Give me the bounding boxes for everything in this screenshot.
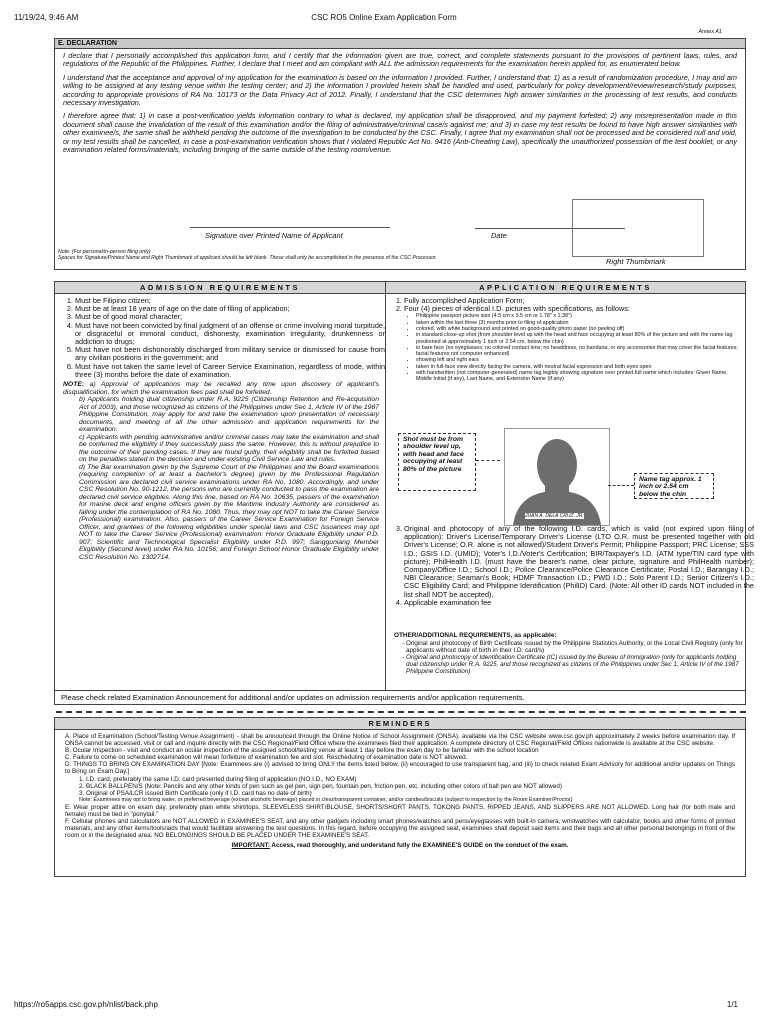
declaration-paragraph-1: I declare that I personally accomplished this application form, and I certify that the information given are true, correct, and complete statements pursuant to the provisions of pertinent laws, rules, and regulations of the Republic of the Philippines. Further, I declare that I meet and am compliant with ALL the admission requirements for the examination herein applied for, as enumerated below. [63, 51, 737, 69]
other-requirement: - Original and photocopy of Birth Certificate issued by the Philippine Statistics Authority, or the Local Civil Registry (only for applicants without date of birth in their I.D. card/s) [406, 640, 748, 654]
admission-item: 2. Must be at least 18 years of age on the date of filing of application; [75, 305, 385, 313]
thumbmark-label: Right Thumbmark [606, 257, 666, 266]
declaration-heading: E. DECLARATION [55, 39, 745, 49]
page-title: CSC RO5 Online Exam Application Form [311, 13, 457, 22]
declaration-note-1: Note: (For personal/in-person filing only) [58, 249, 151, 255]
nametag: JUAN A. DELA CRUZ, JR. [525, 513, 584, 519]
photo-spec: • taken in full-face view directly facing the camera, with neutral facial expression and both eyes open [416, 364, 739, 370]
reminder-f: F. Cellular phones and calculators are NOT ALLOWED in EXAMINEE'S SEAT, and any other gadgets including smart phones/watches and pens/eyeglasses with built-in camera, wristwatches with calculator, books and other forms of printed materials, and any other items/tools/aids that would facilitate answering the test questions. In this regard, before occupying the assigned seat, examinees shall deposit said items and their bags and all other personal belongings in front of the room or in the designated area. NO BELONGINGS SHOULD BE PLACED UNDER THE EXAMINEE'S SEAT. [65, 818, 735, 840]
annex-label: Annex A1 [698, 29, 722, 35]
date-label: Date [491, 231, 507, 240]
application-item-3: 3. Original and photocopy of any of the following I.D. cards, which is valid (not expired upon filing of application): Driver's License/Temporary Driver's License (LTO O.R. must be presented together with old Driver's License; O.R. alone is not allowed)/Student Driver's Permit; Philippine Passport; PRC License; SSS I.D.; GSIS I.D. (UMID); Voter's I.D./Voter's Certification; BIR/Taxpayer's I.D. (ATM type/TIN card type with picture); PhilHealth I.D. (must have the bearer's name, clear picture, signature and PhilHealth number); Company/Office I.D.; School I.D.; Police Clearance/Police Clearance Certificate; Postal I.D.; Barangay I.D.; NBI Clearance; Seaman's Book; HDMF Transaction I.D.; PWD I.D.; Solo Parent I.D.; Senior Citizen's I.D.; CSC Eligibility Card; and Philippine Identification (PhilID) Card. (Note: All other ID cards NOT included in the list shall NOT be accepted). [404, 525, 754, 599]
admission-note-a-row [55, 379, 385, 396]
application-list-continued [386, 525, 754, 607]
cut-line [56, 711, 746, 713]
page-number: 1/1 [726, 1000, 738, 1009]
reminders-heading: REMINDERS [55, 718, 745, 730]
declaration-section [54, 38, 746, 270]
signature-label: Signature over Printed Name of Applicant [205, 231, 343, 240]
reminder-e: E. Wear proper attire on exam day, preferably plain white shirt/tops. SLEEVELESS SHIRT/BLOUSE, SHORTS/SHORT PANTS, TOKONG PANTS, RIPPED JEANS, AND SLIPPERS ARE NOT ALLOWED. Long hair (for both male and female) must be tied in "ponytail." [65, 803, 735, 819]
photo-specs-list [386, 313, 745, 382]
admission-note-label: NOTE: [63, 381, 85, 389]
reminder-d1: 1. I.D. card, preferably the same I.D. card presented during filing of application (NO I.D., NO EXAM) [79, 775, 357, 783]
nametag-callout-pointer [608, 485, 634, 486]
reminder-d3: 3. Original of PSA/LCR issued Birth Certificate (only if I.D. card has no date of birth) [79, 789, 312, 797]
reminder-d2: 2. BLACK BALLPEN/S (Note: Pencils and any other kinds of pen such as gel pen, sign pen, fountain pen, friction pen, etc. including other colors of ball pen are NOT allowed) [79, 782, 562, 790]
admission-item: 5. Must have not been dishonorably discharged from military service or dismissed for cause from any civilian positions in the government; and [75, 346, 385, 362]
reminder-b: B. Ocular Inspection - visit and conduct an ocular inspection of the assigned school/testing venue at least 1 day before the exam day to be familiar with the school location [65, 747, 539, 755]
reminder-a: A. Place of Examination (School/Testing Venue Assignment) - shall be announced through the Online Notice of School Assignment (ONSA), available via the CSC website www.csc.gov.ph approximately 2 weeks before examination day. If ONSA cannot be accessed, visit or call and inquire directly with the CSC Regional/Field Office where the examinees filed their application. A complete directory of CSC Regional/Field Offices nationwide is available at the CSC website. [65, 733, 735, 748]
important-text: Access, read thoroughly, and understand fully the EXAMINEE'S GUIDE on the conduct of the exam. [271, 842, 569, 850]
declaration-paragraph-3: I therefore agree that: 1) in case a post-verification yields information contrary to what is declared, my application shall be disapproved, and my payment forfeited; 2) any misrepresentation made in this document shall cause the invalidation of the result of this examination and/or the filing of administrative/criminal case/s against me; and 3) in case my test results be found to have high answer similarities with other examinee/s, the same shall be withheld pending the outcome of the investigation to be conducted by the CSC. Finally, I agree that my examination shall not be processed and be considered null and void, or my test results shall be cancelled, in case a post-examination verification shows that I violated Republic Act No. 9416 (Anti-Cheating Law), specifically the unauthorized possession of the test booklet, or any examination related forms/materials, including bringing of the same outside of the testing room/venue. [63, 111, 737, 155]
admission-item: 6. Must have not taken the same level of Career Service Examination, regardless of mode, within three (3) months before the date of examination. [75, 363, 385, 379]
photo-spec: • showing left and right ears [416, 357, 739, 363]
admission-note-a: a) Approval of applications may be recalled any time upon discovery of applicant's disqualification, for which the examination fees paid shall be forfeited. [63, 381, 379, 396]
signature-line [190, 227, 390, 228]
other-requirements-heading: OTHER/ADDITIONAL REQUIREMENTS, as applicable: [394, 632, 557, 639]
admission-item: 3. Must be of good moral character; [75, 313, 385, 321]
application-heading: APPLICATION REQUIREMENTS [386, 282, 745, 294]
application-list [386, 297, 745, 313]
other-requirements-list [386, 640, 748, 675]
reminders-section [54, 717, 746, 877]
sample-id-photo [504, 428, 610, 526]
reminder-d-note: Note: Examinees may opt to bring water, or preferred beverage (except alcoholic beverage) placed in clear/transparent container, and/or candies/biscuits (subject to inspection by the Room Examiner/Proctor) [79, 796, 573, 803]
shot-callout: Shot must be from shoulder level up, with head and face occupying at least 80% of the picture [398, 433, 476, 491]
admission-note-d: d) The Bar examination given by the Supreme Court of the Philippines and the Board examinations (requiring completion of at least a bachelor's degree) given by the Professional Regulation Commission are declared civil service examinations under RA No. 1080. Accordingly, and under CSC Resolution No. 90-1212, the persons who are currently conducted to pass the examination are declared civil service eligibles. Along this line, based on RA No. 10635, passers of the examination for marine deck and engine officers given by the Maritime Industry Authority are considered as falling under the contemplation of RA No. 1080. Thus, they may opt NOT to take the Career Service (Professional) examination. Also, passers of the Career Service Examination for Foreign Service Officer, and grantees of the following eligibilities under special laws and CSC issuances may opt NOT to take the Career Service (Professional) examination: Honor Graduate Eligibility under P.D. 907; Scientific and Technological Specialist Eligibility under P.D. 997; Sangguniang Member Eligibility (Second level) under RA No. 10156; and Foreign School Honor Graduate Eligibility under CSC Resolution No. 1302714. [79, 463, 379, 561]
important-row [65, 842, 735, 849]
thumbmark-box [572, 199, 704, 257]
photo-spec: • with handwritten (not computer-generated) name tag legibly showing signature over printed full name which includes: Given Name, Middle Initial (if any), Last Name, and Extension Name (if any) [416, 370, 739, 383]
nametag-callout: Name tag approx. 1 inch or 2.54 cm below the chin [634, 473, 714, 499]
page-url: https://ro5apps.csc.gov.ph/nlist/back.php [14, 1000, 158, 1009]
declaration-note-2: Spaces for Signature/Printed Name and Right Thumbmark of applicant should be left blank. These shall only be accomplished in the presence of the CSC Processor. [58, 255, 437, 261]
person-silhouette-icon [505, 429, 609, 525]
admission-list [55, 297, 385, 379]
application-column [386, 282, 754, 690]
admission-item: 1. Must be Filipino citizen; [75, 297, 385, 305]
reminders-body [55, 730, 745, 850]
photo-spec: • Philippine passport picture size (4.5 cm x 3.5 cm or 1.78" x 1.38") [416, 313, 739, 319]
photo-spec: • taken within the last three (3) months prior to filing of application [416, 320, 739, 326]
print-timestamp: 11/19/24, 9:46 AM [14, 13, 79, 22]
application-item-4: 4. Applicable examination fee [404, 599, 754, 607]
admission-note-b: b) Applicants holding dual citizenship under R.A. 9225 (Citizenship Retention and Re-acquisition Act of 2003), and those recognized as citizens of the Philippines under Sec 1, Article IV of the 1987 Philippine Constitution, may apply for and take the examination upon presentation of necessary documents, and meeting of all the other admission and application requirements for the examination. [79, 396, 379, 434]
shot-callout-pointer [476, 460, 500, 461]
requirements-section [54, 281, 754, 691]
admission-heading: ADMISSION REQUIREMENTS [55, 282, 385, 294]
declaration-body [55, 49, 745, 154]
application-item-2: 2. Four (4) pieces of identical I.D. pictures with specifications, as follows: [404, 305, 741, 313]
photo-spec: • in bare face (no eyeglasses; no colored contact lens; no headdress, no bandana, or any accessories that may cover the facial features; facial features not computer enhanced) [416, 345, 739, 358]
other-requirement: - Original and photocopy of Identification Certificate (IC) issued by the Bureau of Immigration (only for applicants holding dual citizenship under R.A. 9225, and those recognized as citizens of the Philippines under Sec 1, Article IV of the 1987 Philippine Constitution) [406, 654, 748, 675]
admission-item: 4. Must have not been convicted by final judgment of an offense or crime involving moral turpitude, or disgraceful or immoral conduct, dishonesty, examination irregularity, drunkenness or addiction to drugs; [75, 322, 385, 347]
photo-spec: • in standard close-up shot (from shoulder level up with the head and face occupying at least 80% of the picture and with the name tag positioned at approximately 1 inch or 2.54 cm. below the chin) [416, 332, 739, 345]
photo-spec: • colored, with white background and printed on good-quality photo paper (no peeling off) [416, 326, 739, 332]
important-label: IMPORTANT: [231, 842, 270, 850]
reminder-d: D. THINGS TO BRING ON EXAMINATION DAY [Note: Examinees are (i) advised to bring ONLY the items listed below, (ii) encouraged to use transparent bag, and (iii) to check related Exam Advisory for additional and/or updates on Things to Bring on Exam Day.] [65, 761, 735, 776]
application-item-1: 1. Fully accomplished Application Form; [404, 297, 741, 305]
admission-note-c: c) Applicants with pending administrative and/or criminal cases may take the examination and shall be conferred the eligibility if they successfully pass the same. However, this is without prejudice to the outcome of their pending cases. If they are found guilty, their eligibility shall be forfeited based on the penalties stated in the decision and under existing Civil Service Law and rules. [79, 433, 379, 464]
declaration-paragraph-2: I understand that the acceptance and approval of my application for the examination is based on the information I provided. Further, I understand that: 1) as a result of randomization procedure, I may and am willing to be assigned at any testing venue within the testing center; and 2) the information I provided herein shall be handled and used, particularly for policy development/review/research/study purposes, according to appropriate provisions of RA No. 10173 or the Data Privacy Act of 2012. Finally, I understand that the CSC determines high answer similarities in the processing of test results, and conducts necessary investigation. [63, 72, 737, 108]
admission-column [55, 282, 386, 690]
reminder-c: C. Failure to come on scheduled examination will mean forfeiture of examination fee and slot. Rescheduling of examination date is NOT allowed. [65, 754, 468, 762]
announcement-box: Please check related Examination Announcement for additional and/or updates on admission requirements and/or application requirements. [54, 690, 746, 705]
